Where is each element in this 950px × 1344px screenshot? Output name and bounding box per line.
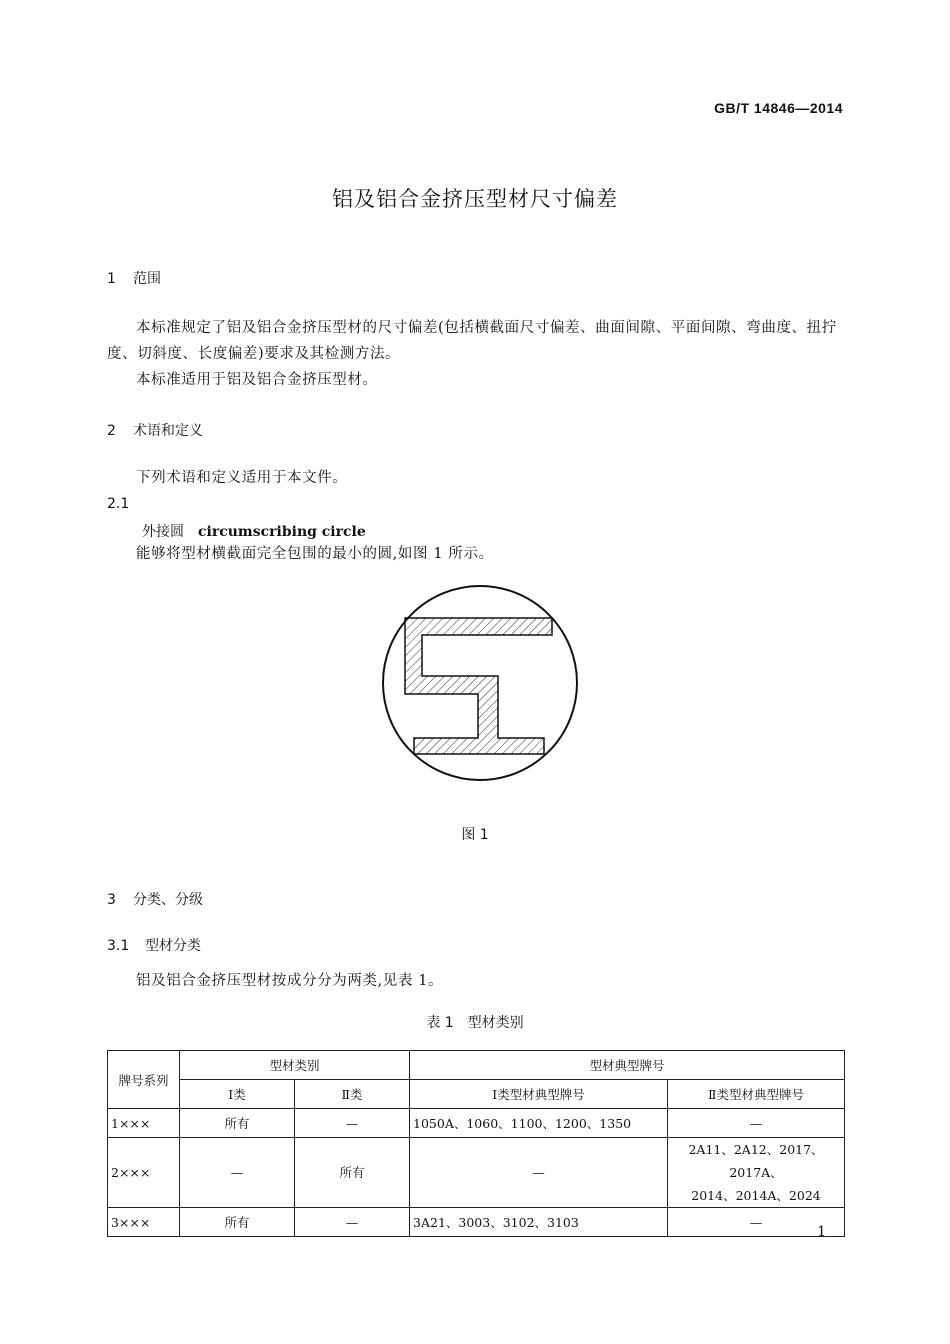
header-category: 型材类别	[180, 1051, 410, 1080]
figure-1-drawing	[378, 581, 582, 785]
terms-intro: 下列术语和定义适用于本文件。	[136, 470, 348, 486]
profile-cross-section	[405, 618, 552, 754]
header-class-1-typical: Ⅰ类型材典型牌号	[410, 1080, 668, 1109]
standard-number: GB/T 14846—2014	[714, 100, 843, 116]
cell-typical-1: 1050A、1060、1100、1200、1350	[410, 1109, 668, 1138]
section-title: 范围	[133, 271, 161, 287]
section-number: 1	[107, 271, 116, 287]
cell-class-2: 所有	[295, 1138, 410, 1208]
cell-class-1: —	[180, 1138, 295, 1208]
cell-series: 3×××	[108, 1208, 180, 1237]
section-3-1-heading	[107, 935, 201, 955]
section-title: 术语和定义	[133, 423, 203, 439]
document-title: 铝及铝合金挤压型材尺寸偏差	[332, 187, 618, 211]
term-entry	[142, 521, 366, 541]
cell-typical-2	[668, 1138, 845, 1208]
cell-class-1: 所有	[180, 1208, 295, 1237]
scope-paragraph-2: 本标准适用于铝及铝合金挤压型材。	[136, 372, 378, 388]
header-typical-grades: 型材典型牌号	[410, 1051, 845, 1080]
cell-typical-2: —	[668, 1208, 845, 1237]
figure-1-caption: 图 1	[461, 827, 489, 843]
section-number: 2	[107, 423, 116, 439]
table-row	[108, 1208, 845, 1237]
clause-2-1-number: 2.1	[107, 496, 130, 512]
section-title: 分类、分级	[133, 892, 203, 908]
cell-typical-2: —	[668, 1109, 845, 1138]
cell-series: 2×××	[108, 1138, 180, 1208]
classification-paragraph: 铝及铝合金挤压型材按成分分为两类,见表 1。	[136, 973, 444, 989]
cell-class-1: 所有	[180, 1109, 295, 1138]
cell-typical-1: 3A21、3003、3102、3103	[410, 1208, 668, 1237]
section-number: 3.1	[107, 938, 130, 954]
table-1	[107, 1050, 845, 1237]
header-class-1: Ⅰ类	[180, 1080, 295, 1109]
page-number: 1	[817, 1224, 826, 1240]
term-english: circumscribing circle	[198, 524, 366, 540]
cell-series: 1×××	[108, 1109, 180, 1138]
section-title: 型材分类	[145, 938, 201, 954]
term-definition: 能够将型材横截面完全包围的最小的圆,如图 1 所示。	[136, 546, 494, 562]
header-grade-series: 牌号系列	[108, 1051, 180, 1109]
table-1-caption: 表 1 型材类别	[426, 1015, 524, 1031]
term-chinese: 外接圆	[142, 524, 184, 540]
header-class-2-typical: Ⅱ类型材典型牌号	[668, 1080, 845, 1109]
cell-class-2: —	[295, 1109, 410, 1138]
cell-typical-2-line-1: 2A11、2A12、2017、2017A、	[688, 1142, 824, 1180]
header-class-2: Ⅱ类	[295, 1080, 410, 1109]
table-row	[108, 1109, 845, 1138]
table-subheader-row	[108, 1080, 845, 1109]
section-1-heading	[107, 268, 161, 288]
cell-typical-1: —	[410, 1138, 668, 1208]
section-3-heading	[107, 889, 203, 909]
table-row	[108, 1138, 845, 1208]
section-number: 3	[107, 892, 116, 908]
table-header-row	[108, 1051, 845, 1080]
cell-class-2: —	[295, 1208, 410, 1237]
section-2-heading	[107, 420, 203, 440]
cell-typical-2-line-2: 2014、2014A、2024	[691, 1188, 821, 1203]
scope-paragraph-1: 本标准规定了铝及铝合金挤压型材的尺寸偏差(包括横截面尺寸偏差、曲面间隙、平面间隙、弯曲度、扭拧度、切斜度、长度偏差)要求及其检测方法。	[107, 320, 837, 362]
